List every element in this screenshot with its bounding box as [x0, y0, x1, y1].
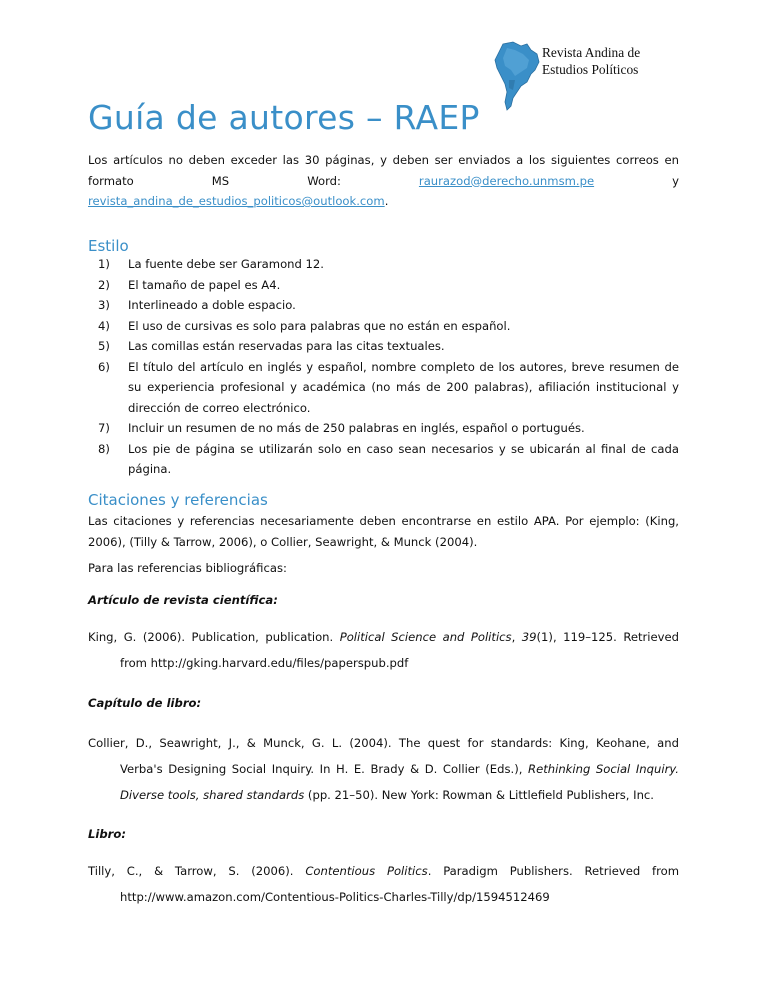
list-number: 1): [98, 257, 110, 271]
estilo-list: [88, 254, 679, 480]
list-item-text: Incluir un resumen de no más de 250 palabras en inglés, español o portugués.: [128, 421, 585, 435]
list-item-text: El título del artículo en inglés y español, nombre completo de los autores, breve resumen de su experiencia profesional y académica (no más de 200 palabras), afiliación institucional y dirección de correo electrónico.: [128, 359, 679, 415]
section-heading-estilo: Estilo: [88, 237, 129, 255]
list-number: 7): [98, 421, 110, 435]
articulo-ref-url: from http://gking.harvard.edu/files/paperspub.pdf: [120, 656, 409, 670]
capitulo-ref-line3: [88, 782, 679, 808]
libro-reference: [88, 858, 679, 910]
list-item: [88, 275, 679, 296]
journal-name-line1: Revista Andina de: [542, 45, 641, 60]
list-item-text: El tamaño de papel es A4.: [128, 277, 281, 292]
list-item: [88, 254, 679, 275]
intro-line3: [88, 191, 679, 212]
intro-line1: Los artículos no deben exceder las 30 páginas, y deben ser enviados a los siguientes correos en: [88, 153, 679, 167]
list-number: 5): [98, 339, 110, 353]
articulo-label: Artículo de revista científica:: [88, 593, 278, 607]
email-link-raurazod[interactable]: raurazod@derecho.unmsm.pe: [418, 173, 595, 188]
capitulo-reference: [88, 730, 679, 808]
email-link-revista[interactable]: revista_andina_de_estudios_politicos@outlook.com: [88, 194, 385, 208]
list-item-text: La fuente debe ser Garamond 12.: [128, 257, 324, 271]
ref-book-title: Contentious Politics: [305, 864, 428, 878]
ref-chapter: Verba's Designing Social Inquiry. In H. E. Brady & D. Collier (Eds.),: [120, 762, 529, 776]
ref-authors: Tilly, C., & Tarrow, S. (2006).: [88, 864, 306, 878]
ref-journal: Political Science and Politics: [339, 630, 512, 644]
intro-word-word: Word:: [307, 173, 341, 188]
list-item-text: Interlineado a doble espacio.: [128, 298, 296, 312]
intro-end: .: [384, 194, 389, 208]
intro-paragraph: [88, 150, 679, 212]
intro-word-ms: MS: [211, 173, 230, 188]
list-item: [88, 439, 679, 480]
capitulo-ref-line1: Collier, D., Seawright, J., & Munck, G. L. (2004). The quest for standards: King, Keohane, and: [88, 736, 679, 750]
list-item: [88, 295, 679, 316]
list-number: 6): [98, 359, 110, 374]
libro-label: Libro:: [88, 827, 126, 841]
capitulo-ref-line2: [88, 756, 679, 782]
ref-pages: (1), 119–125. Retrieved: [536, 630, 680, 644]
capitulo-label: Capítulo de libro:: [88, 696, 202, 710]
list-item: [88, 418, 679, 439]
section-heading-citaciones: Citaciones y referencias: [88, 491, 268, 509]
list-item-text: Las comillas están reservadas para las citas textuales.: [128, 339, 445, 353]
intro-word-y: y: [672, 173, 679, 188]
ref-authors: King, G. (2006). Publication, publication.: [88, 630, 340, 644]
list-number: 3): [98, 298, 110, 312]
list-item-text: Los pie de página se utilizarán solo en caso sean necesarios y se ubicarán al final de cada página.: [128, 441, 679, 476]
ref-book-title: Rethinking Social Inquiry.: [528, 762, 679, 776]
list-item: [88, 316, 679, 337]
libro-ref-url: http://www.amazon.com/Contentious-Politics-Charles-Tilly/dp/1594512469: [120, 890, 550, 904]
citaciones-paragraph: Las citaciones y referencias necesariamente deben encontrarse en estilo APA. Por ejemplo: (King, 2006), (Tilly & Tarrow, 2006), o Collier, Seawright, & Munck (2004).: [88, 514, 679, 549]
list-item: [88, 336, 679, 357]
ref-separator: ,: [511, 630, 522, 644]
list-number: 2): [98, 277, 110, 292]
ref-book-subtitle: Diverse tools, shared standards: [120, 788, 305, 802]
articulo-ref-line1: [88, 624, 679, 650]
ref-volume: 39: [521, 630, 537, 644]
list-item: [88, 357, 679, 419]
list-number: 8): [98, 441, 110, 456]
intro-word-formato: formato: [88, 173, 134, 188]
page-title: Guía de autores – RAEP: [88, 98, 480, 137]
list-item-text: El uso de cursivas es solo para palabras que no están en español.: [128, 318, 511, 333]
intro-line2: [88, 171, 679, 192]
journal-name-line2: Estudios Políticos: [542, 62, 639, 77]
ref-publisher: (pp. 21–50). New York: Rowman & Littlefield Publishers, Inc.: [304, 788, 654, 802]
south-america-map-icon: [493, 40, 541, 112]
referencias-intro: Para las referencias bibliográficas:: [88, 561, 287, 575]
journal-name: [542, 44, 640, 78]
articulo-reference: [88, 624, 679, 676]
list-number: 4): [98, 318, 110, 333]
libro-ref-line1: [88, 858, 679, 884]
ref-publisher: . Paradigm Publishers. Retrieved from: [427, 864, 679, 878]
